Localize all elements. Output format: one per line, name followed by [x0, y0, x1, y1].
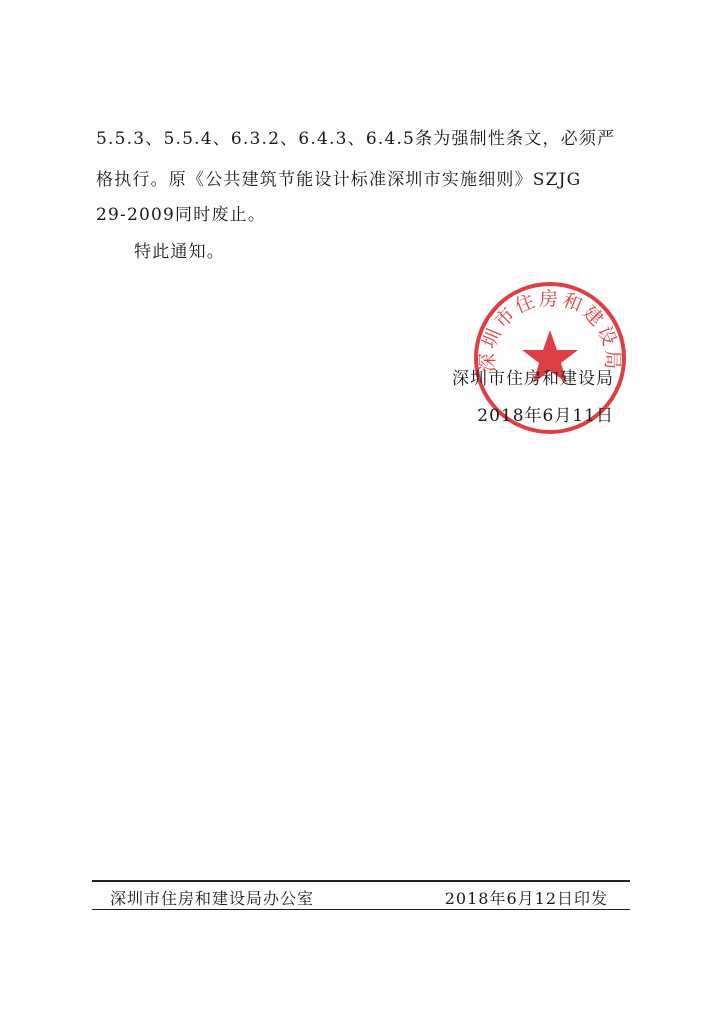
signature-organization: 深圳市住房和建设局	[452, 369, 614, 389]
body-line-3: 29-2009同时废止。	[96, 205, 267, 225]
footer-print-date: 2018年6月12日印发	[444, 889, 608, 908]
footer-rule-top	[92, 880, 630, 882]
bleed-through-title	[100, 250, 119, 295]
body-line-1: 5.5.3、5.5.4、6.3.2、6.4.3、6.4.5条为强制性条文，必须严	[96, 129, 616, 149]
closing-notice: 特此通知。	[134, 242, 225, 262]
footer-rule-bottom	[92, 909, 630, 910]
seal-text: 深圳市住房和建设局	[476, 287, 624, 373]
footer-issuer: 深圳市住房和建设局办公室	[110, 889, 315, 908]
signature-date: 2018年6月11日	[477, 406, 614, 426]
body-line-2: 格执行。原《公共建筑节能设计标准深圳市实施细则》SZJG	[96, 170, 582, 190]
